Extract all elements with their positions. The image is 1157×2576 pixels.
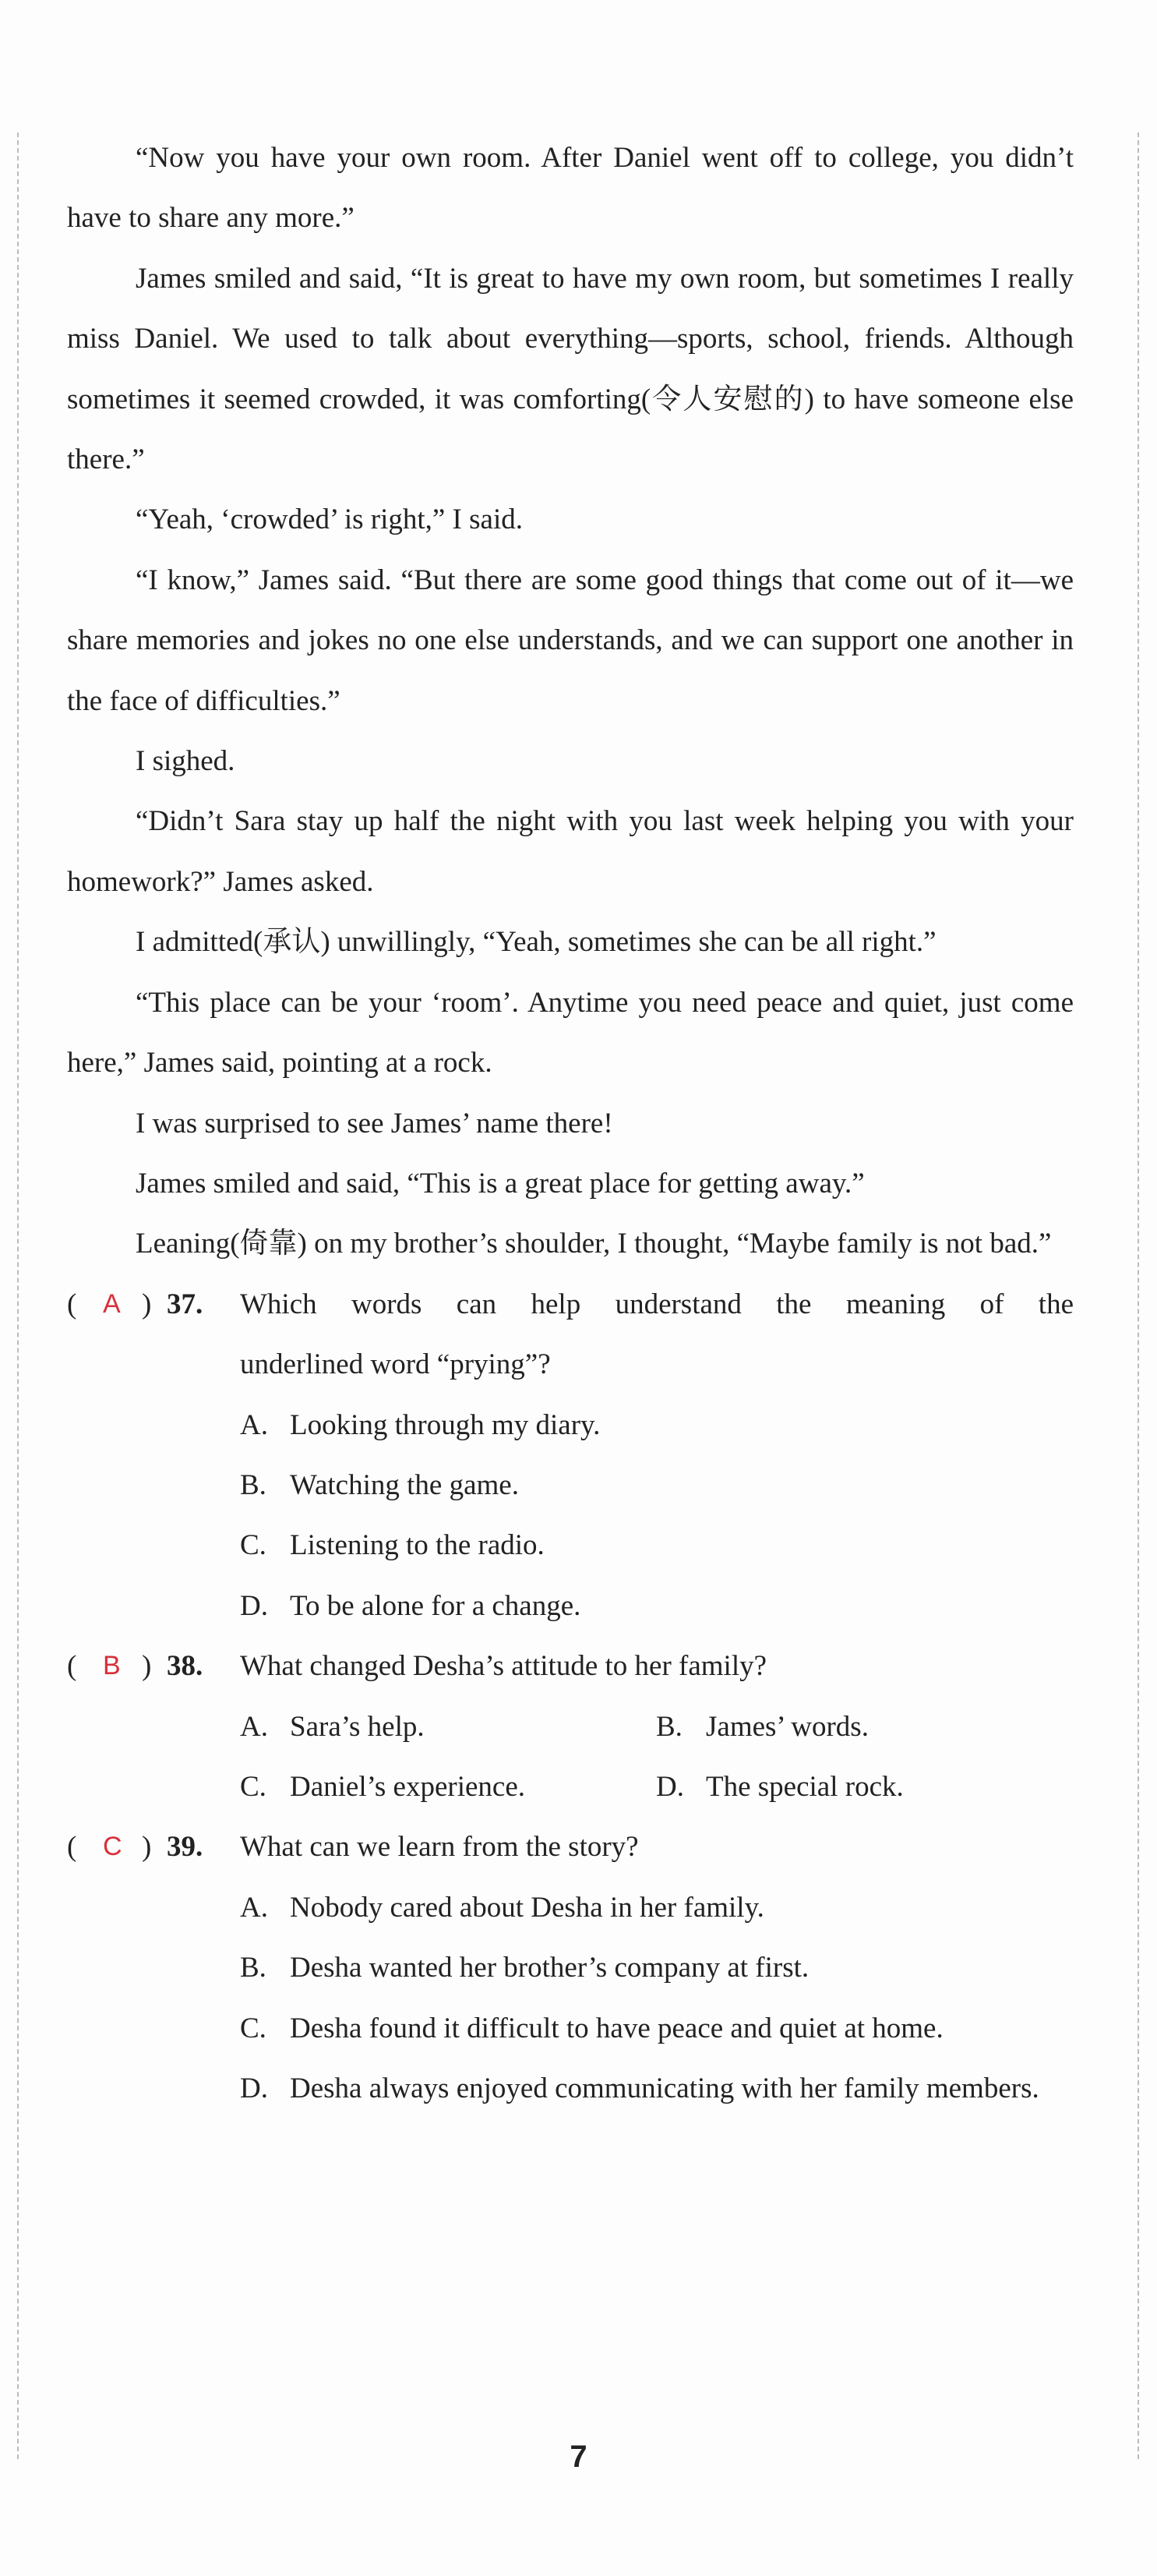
paragraph-1: “Now you have your own room. After Daniel went off to college, you didn’t have to share any more.” <box>67 142 1074 235</box>
option-label: C. <box>240 2012 266 2044</box>
option-b <box>656 1697 869 1757</box>
question-38 <box>67 1636 1074 1696</box>
question-37 <box>67 1274 1074 1334</box>
paragraph-3: “Yeah, ‘crowded’ is right,” I said. <box>136 504 523 536</box>
option-text: Watching the game. <box>290 1468 519 1501</box>
option-text: Desha wanted her brother’s company at first. <box>290 1952 810 1984</box>
option-label: B. <box>656 1710 683 1743</box>
option-c <box>240 1757 525 1817</box>
option-text: The special rock. <box>706 1770 904 1803</box>
option-a <box>240 1697 425 1757</box>
option-b <box>67 1455 1074 1515</box>
answer-paren-open: ( <box>67 1831 77 1864</box>
option-label: D. <box>240 2072 268 2104</box>
option-text: Desha always enjoyed communicating with her family members. <box>290 2072 1039 2104</box>
option-a <box>67 1395 1074 1455</box>
paragraph-2: James smiled and said, “It is great to have my own room, but sometimes I really miss Daniel. We used to talk about everything—sports, school, friends. Although sometimes it seemed crowded, it was comforting(令人安慰的) to have someone else there.” <box>67 262 1074 476</box>
paragraph-11: Leaning(倚靠) on my brother’s shoulder, I thought, “Maybe family is not bad.” <box>136 1228 1052 1260</box>
option-text: Looking through my diary. <box>290 1408 601 1441</box>
paragraph-5: I sighed. <box>136 745 235 778</box>
question-stem: What changed Desha’s attitude to her family? <box>240 1650 767 1683</box>
answer-mark: B <box>103 1651 121 1681</box>
paragraph-4: “I know,” James said. “But there are some good things that come out of it—we share memories and jokes no one else understands, and we can support one another in the face of difficulties.” <box>67 564 1074 717</box>
paragraph-8: “This place can be your ‘room’. Anytime you need peace and quiet, just come here,” James said, pointing at a rock. <box>67 986 1074 1080</box>
option-c <box>67 1515 1074 1575</box>
page-content <box>67 128 1074 2118</box>
option-label: C. <box>240 1529 266 1562</box>
answer-paren-open: ( <box>67 1288 77 1320</box>
option-text: Daniel’s experience. <box>290 1770 526 1803</box>
option-row-ab <box>67 1697 1074 1757</box>
answer-mark: A <box>103 1288 121 1319</box>
question-number: 39. <box>167 1831 203 1864</box>
question-number: 38. <box>167 1650 203 1683</box>
option-d <box>67 2058 1074 2118</box>
answer-paren-open: ( <box>67 1650 77 1683</box>
left-dashed-margin <box>17 133 19 2459</box>
answer-paren-close: ) <box>142 1831 152 1864</box>
answer-paren-close: ) <box>142 1288 152 1320</box>
question-number: 37. <box>167 1288 203 1320</box>
option-label: A. <box>240 1408 268 1441</box>
paragraph-9: I was surprised to see James’ name there! <box>136 1107 613 1140</box>
option-label: D. <box>240 1589 268 1622</box>
option-text: Nobody cared about Desha in her family. <box>290 1891 764 1924</box>
option-text: Desha found it difficult to have peace and quiet at home. <box>290 2012 944 2044</box>
option-label: C. <box>240 1770 266 1803</box>
right-dashed-margin <box>1138 133 1139 2459</box>
option-label: A. <box>240 1710 268 1743</box>
option-a <box>67 1878 1074 1938</box>
paragraph-10: James smiled and said, “This is a great place for getting away.” <box>136 1167 865 1200</box>
paragraph-7: I admitted(承认) unwillingly, “Yeah, sometimes she can be all right.” <box>136 926 937 959</box>
question-stem: What can we learn from the story? <box>240 1831 639 1864</box>
option-row-cd <box>67 1757 1074 1817</box>
option-label: B. <box>240 1468 266 1501</box>
option-d <box>67 1576 1074 1636</box>
option-text: James’ words. <box>706 1710 869 1743</box>
option-d <box>656 1757 904 1817</box>
question-39 <box>67 1817 1074 1877</box>
option-text: Listening to the radio. <box>290 1529 545 1562</box>
question-stem: Which words can help understand the meaning of the <box>240 1288 1074 1320</box>
page-number: 7 <box>570 2440 587 2474</box>
option-text: Sara’s help. <box>290 1710 425 1743</box>
question-stem-continued: underlined word “prying”? <box>240 1348 551 1381</box>
option-b <box>67 1938 1074 1998</box>
option-c <box>67 1998 1074 2058</box>
answer-paren-close: ) <box>142 1650 152 1683</box>
answer-mark: C <box>103 1832 122 1862</box>
option-text: To be alone for a change. <box>290 1589 581 1622</box>
option-label: D. <box>656 1770 684 1803</box>
option-label: B. <box>240 1952 266 1984</box>
option-label: A. <box>240 1891 268 1924</box>
paragraph-6: “Didn’t Sara stay up half the night with you last week helping you with your homework?” James asked. <box>67 805 1074 898</box>
